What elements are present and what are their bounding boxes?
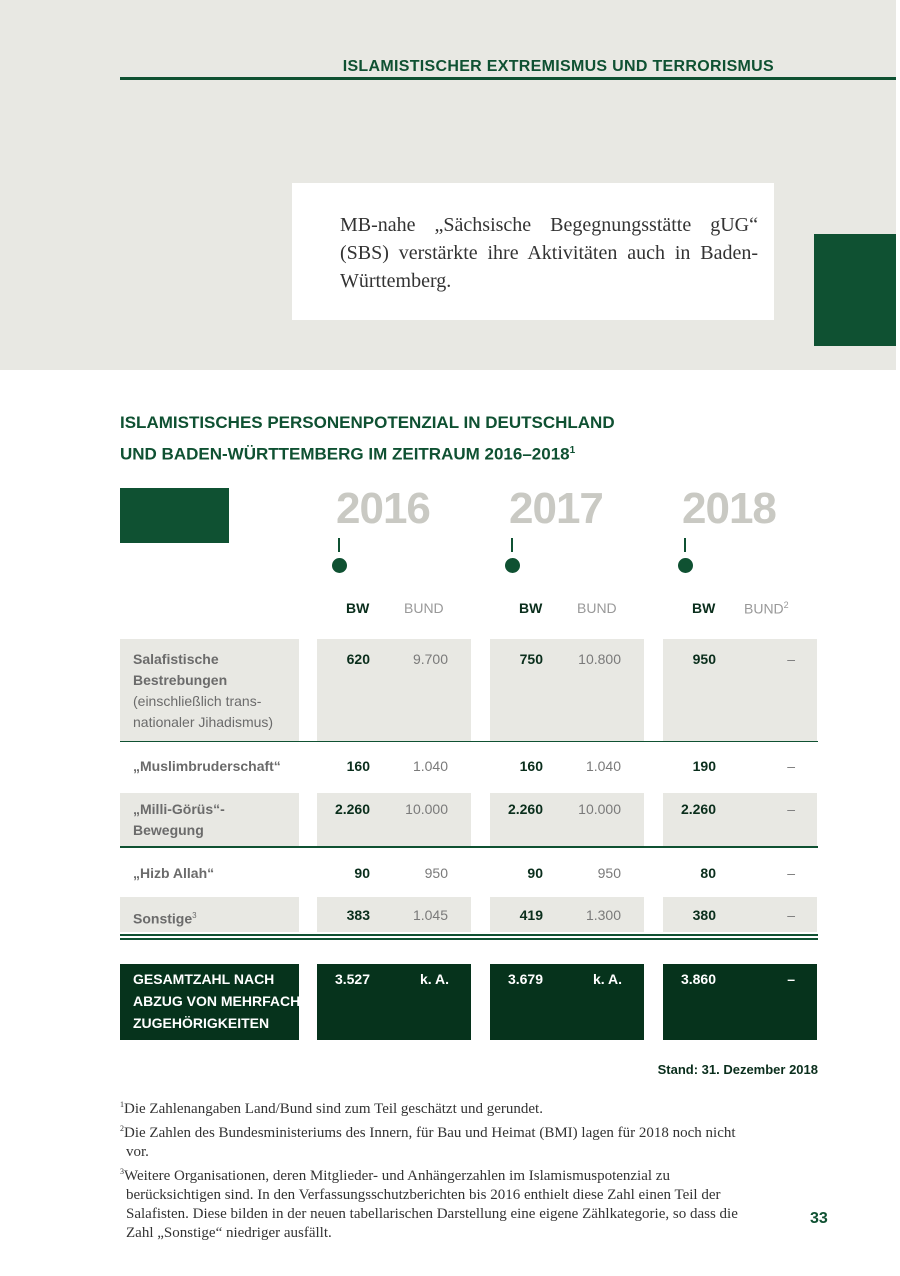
footnote-number: 3 xyxy=(120,1167,124,1176)
quote-text: MB-nahe „Sächsische Begegnungsstätte gUG“ (SBS) verstärkte ihre Aktivitäten auch in Baden-Württemberg. xyxy=(340,214,758,292)
table-bottom-rule xyxy=(120,938,818,940)
total-bw-2017: 3.679 xyxy=(507,971,543,987)
col-header-bund-2017: BUND xyxy=(577,600,617,616)
row-label-footnote-ref: 3 xyxy=(192,911,197,920)
col-header-bund-2018-label: BUND xyxy=(744,600,784,617)
value-bund-2018: – xyxy=(787,907,795,923)
footnote-text: Die Zahlenangaben Land/Bund sind zum Teil geschätzt und gerundet. xyxy=(124,1101,543,1117)
value-bund-2017: 10.000 xyxy=(578,801,621,817)
value-bw-2016: 620 xyxy=(346,651,370,667)
footnotes xyxy=(118,1095,758,1243)
value-bw-2018: 2.260 xyxy=(680,801,716,817)
table-bottom-rule xyxy=(120,934,818,936)
value-bw-2017: 419 xyxy=(519,907,543,923)
col-header-bw-2017: BW xyxy=(519,600,543,616)
total-bw-2016: 3.527 xyxy=(334,971,370,987)
year-2018: 2018 xyxy=(682,484,776,533)
value-bw-2018: 380 xyxy=(692,907,716,923)
value-bw-2018: 950 xyxy=(692,651,716,667)
value-bund-2018: – xyxy=(787,651,795,667)
table-title-footnote-ref: 1 xyxy=(569,445,576,456)
footnote-number: 1 xyxy=(120,1100,124,1109)
total-bw-2018: 3.860 xyxy=(680,971,716,987)
total-label-line2: ABZUG VON MEHRFACH- xyxy=(133,993,305,1009)
row-label-bold: „Milli-Görüs“-Bewegung xyxy=(133,801,225,838)
value-bund-2016: 9.700 xyxy=(412,651,448,667)
row-label-bold: „Muslimbruderschaft“ xyxy=(133,758,281,774)
row-label-salafistische xyxy=(133,649,293,733)
quote-box xyxy=(292,183,774,320)
value-bund-2016: 1.045 xyxy=(412,907,448,923)
table-title-line2: UND BADEN-WÜRTTEMBERG IM ZEITRAUM 2016–2018 xyxy=(120,444,570,464)
col-header-bw-2018: BW xyxy=(692,600,716,616)
value-bw-2017: 90 xyxy=(527,865,543,881)
value-bw-2017: 2.260 xyxy=(507,801,543,817)
value-bund-2018: – xyxy=(787,865,795,881)
chapter-side-tab xyxy=(814,234,896,346)
value-bw-2016: 383 xyxy=(346,907,370,923)
timeline-dot xyxy=(505,558,520,573)
value-bw-2018: 190 xyxy=(692,758,716,774)
row-separator xyxy=(120,741,818,742)
table-title-line1: ISLAMISTISCHES PERSONENPOTENZIAL IN DEUTSCHLAND xyxy=(120,413,615,432)
col-header-bund-2018 xyxy=(744,600,789,617)
col-header-bund-footnote-ref: 2 xyxy=(783,600,789,610)
value-bund-2018: – xyxy=(787,758,795,774)
footnote-number: 2 xyxy=(120,1124,124,1133)
total-bund-2018: – xyxy=(787,971,795,987)
col-header-bw-2016: BW xyxy=(346,600,370,616)
row-separator xyxy=(120,846,818,848)
timeline-tick xyxy=(511,538,513,552)
value-bund-2016: 10.000 xyxy=(405,801,448,817)
value-bw-2017: 160 xyxy=(519,758,543,774)
table-title xyxy=(120,409,615,469)
value-bund-2018: – xyxy=(787,801,795,817)
timeline-dot xyxy=(678,558,693,573)
value-bund-2017: 1.040 xyxy=(585,758,621,774)
value-bund-2016: 950 xyxy=(424,865,448,881)
row-label-milli-goerues xyxy=(133,799,243,841)
page-header-title: ISLAMISTISCHER EXTREMISMUS UND TERRORISMUS xyxy=(342,58,774,75)
page-number: 33 xyxy=(810,1210,828,1227)
total-label-line1: GESAMTZAHL NACH xyxy=(133,971,275,987)
table-date-note: Stand: 31. Dezember 2018 xyxy=(657,1062,818,1077)
value-bund-2017: 10.800 xyxy=(578,651,621,667)
value-bw-2016: 90 xyxy=(354,865,370,881)
total-row-label xyxy=(133,968,305,1034)
year-2016: 2016 xyxy=(336,484,430,533)
row-label-bold: „Hizb Allah“ xyxy=(133,865,215,881)
value-bund-2016: 1.040 xyxy=(412,758,448,774)
timeline-tick xyxy=(338,538,340,552)
value-bw-2017: 750 xyxy=(519,651,543,667)
legend-block xyxy=(120,488,229,543)
value-bw-2018: 80 xyxy=(700,865,716,881)
footnote-1 xyxy=(118,1095,758,1119)
row-label-hizb-allah xyxy=(133,863,214,884)
row-label-bold: Salafistische Bestrebungen xyxy=(133,651,228,688)
row-label-bold: Sonstige xyxy=(133,910,193,927)
value-bw-2016: 160 xyxy=(346,758,370,774)
value-bund-2017: 950 xyxy=(597,865,621,881)
footnote-text: Weitere Organisationen, deren Mitglieder- und Anhängerzahlen im Islamismuspotenzial zu berücksichtigen sind. In den Verfassungsschutzberichten bis 2016 enthielt diese Zahl einen Teil der Salafisten. Diese bilden in der neuen tabellarischen Darstellung eine eigene Zählkategorie, so dass die Zahl „Sonstige“ niedriger ausfällt. xyxy=(124,1168,738,1241)
value-bw-2016: 2.260 xyxy=(334,801,370,817)
total-bund-2016: k. A. xyxy=(419,971,449,987)
row-label-sonstige xyxy=(133,905,197,930)
timeline-dot xyxy=(332,558,347,573)
row-label-muslimbruderschaft xyxy=(133,756,281,777)
row-label-note: (einschließlich trans-nationaler Jihadismus) xyxy=(133,693,274,730)
total-label-line3: ZUGEHÖRIGKEITEN xyxy=(133,1015,270,1031)
header-rule xyxy=(120,77,896,80)
timeline-tick xyxy=(684,538,686,552)
footnote-2 xyxy=(118,1119,758,1162)
footnote-text: Die Zahlen des Bundesministeriums des Innern, für Bau und Heimat (BMI) lagen für 2018 noch nicht vor. xyxy=(124,1125,736,1160)
total-bund-2017: k. A. xyxy=(592,971,622,987)
year-2017: 2017 xyxy=(509,484,603,533)
col-header-bund-2016: BUND xyxy=(404,600,444,616)
value-bund-2017: 1.300 xyxy=(585,907,621,923)
footnote-3 xyxy=(118,1162,758,1243)
